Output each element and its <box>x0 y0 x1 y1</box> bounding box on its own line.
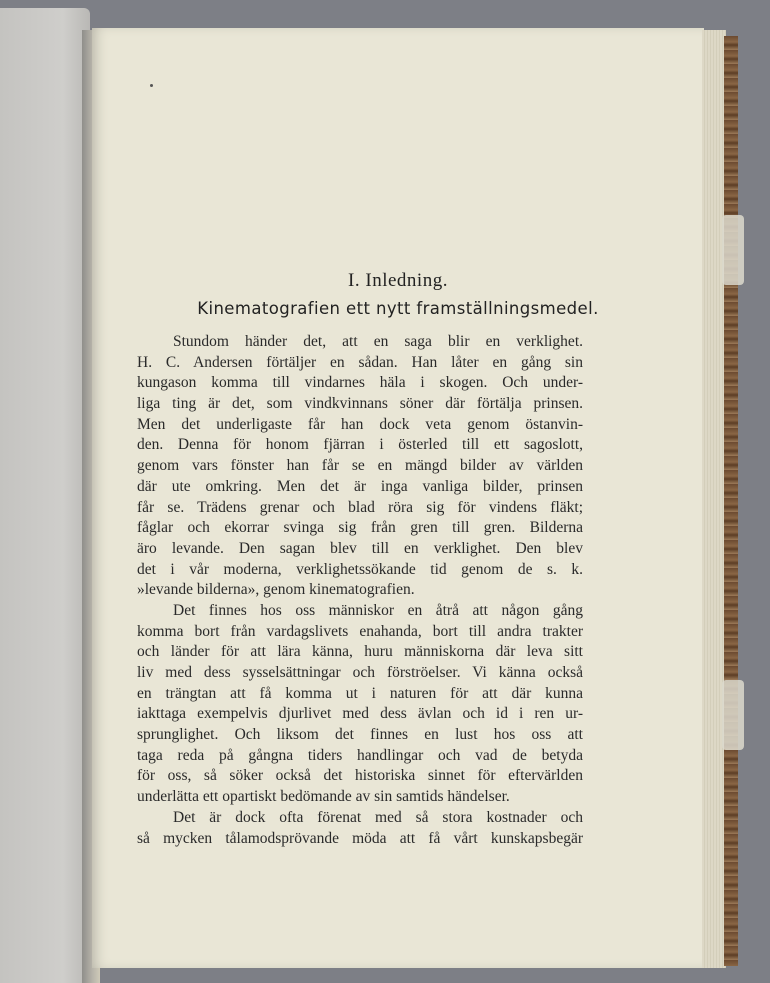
page-edges <box>702 30 726 968</box>
page-speck <box>150 84 153 87</box>
text-line: och länder för att lära känna, huru människorna där leva sitt <box>137 643 583 661</box>
text-line: kungason komma till vindarnes häla i skogen. Och under- <box>137 374 583 392</box>
text-line: det i vår moderna, verklighetssökande tid genom de s. k. <box>137 560 583 578</box>
text-line: H. C. Andersen förtäljer en sådan. Han låter en gång sin <box>137 353 583 371</box>
text-line: äro levande. Den sagan blev till en verklighet. Den blev <box>137 539 583 557</box>
text-line: för oss, så söker också det historiska sinnet för eftervärlden <box>137 767 583 785</box>
chapter-heading: I. Inledning. <box>348 270 448 291</box>
text-line: liv med dess sysselsättningar och förströelser. Vi känna också <box>137 664 583 681</box>
text-line: liga ting är det, som vindkvinnans söner där förtälja prinsen. <box>137 395 583 413</box>
page-clip-top <box>722 215 744 285</box>
text-line: där ute omkring. Men det är inga vanliga bilder, prinsen <box>137 477 583 495</box>
text-line: en trängtan att få komma ut i naturen för att där kunna <box>137 684 583 702</box>
body-text <box>137 332 583 849</box>
text-line: iakttaga exempelvis djurlivet med dess ävlan och id i ren ur- <box>137 705 583 723</box>
text-line: Det finnes hos oss människor en åtrå att någon gång <box>173 601 583 619</box>
text-line: sprunglighet. Och liksom det finnes en lust hos oss att <box>137 726 583 744</box>
text-line: Det är dock ofta förenat med så stora kostnader och <box>173 808 583 826</box>
text-line: taga reda på gångna tiders handlingar och vad de betyda <box>137 746 583 764</box>
text-line: Stundom händer det, att en saga blir en verklighet. <box>173 333 583 350</box>
book-cover-edge <box>724 36 738 966</box>
text-line: fåglar och ekorrar svinga sig från gren till gren. Bilderna <box>137 519 583 537</box>
text-line: genom vars fönster han får se en mängd bilder av världen <box>137 457 583 475</box>
text-line: den. Denna för honom fjärran i österled till ett sagoslott, <box>137 436 583 454</box>
section-subheading: Kinematografien ett nytt framställningsmedel. <box>197 299 599 318</box>
text-line: komma bort från vardagslivets enahanda, bort till andra trakter <box>137 622 583 640</box>
text-line: Men det underligaste får han dock veta genom östanvin- <box>137 415 583 433</box>
left-page-edge <box>0 8 90 983</box>
text-line: »levande bilderna», genom kinematografien. <box>137 581 415 599</box>
text-line: får se. Trädens grenar och blad röra sig för vindens fläkt; <box>137 498 583 516</box>
page-clip-bottom <box>722 680 744 750</box>
text-line: så mycken tålamodsprövande möda att få vårt kunskapsbegär <box>137 829 583 847</box>
text-line: underlätta ett opartiskt bedömande av sin samtids händelser. <box>137 788 510 806</box>
